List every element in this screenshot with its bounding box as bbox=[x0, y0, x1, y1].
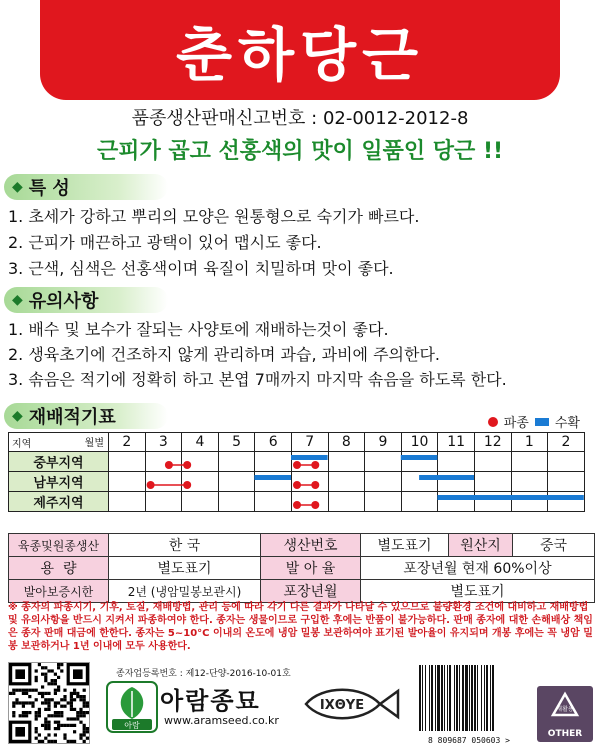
ichthys-text: IXΘYE bbox=[319, 698, 365, 713]
qr-code-icon bbox=[8, 662, 90, 744]
ichthys-fish-icon bbox=[302, 683, 402, 725]
schedule-cell bbox=[109, 452, 146, 472]
diamond-icon: ◆ bbox=[12, 179, 23, 195]
schedule-cell bbox=[401, 452, 438, 472]
month-header: 8 bbox=[328, 433, 365, 452]
region-cell: 남부지역 bbox=[9, 472, 109, 492]
region-cell: 중부지역 bbox=[9, 452, 109, 472]
schedule-cell bbox=[511, 492, 548, 512]
schedule-cell bbox=[511, 472, 548, 492]
schedule-cell bbox=[182, 492, 219, 512]
schedule-cell bbox=[291, 452, 328, 472]
info-label: 생산번호 bbox=[261, 534, 361, 557]
corner-region: 지역 bbox=[12, 439, 32, 450]
schedule-cell bbox=[145, 452, 182, 472]
diamond-icon: ◆ bbox=[12, 408, 23, 424]
brand-name: 아람종묘 bbox=[160, 687, 261, 715]
barcode-icon bbox=[413, 661, 525, 745]
recycle-label: 재활용 bbox=[556, 706, 574, 713]
schedule-cell bbox=[474, 452, 511, 472]
info-label: 육종및원종생산 bbox=[9, 534, 109, 557]
schedule-header bbox=[4, 403, 168, 429]
title-banner bbox=[40, 0, 560, 100]
schedule-cell bbox=[328, 452, 365, 472]
schedule-cell bbox=[291, 472, 328, 492]
slogan: 근피가 곱고 선홍색의 맛이 일품인 당근 !! bbox=[96, 139, 504, 164]
schedule-cell bbox=[218, 472, 255, 492]
schedule-label: 재배적기표 bbox=[28, 407, 116, 428]
feature-item: 3. 근색, 심색은 선홍색이며 육질이 치밀하며 맛이 좋다. bbox=[8, 259, 394, 278]
barcode-digits: 8 809687 050603 > bbox=[428, 736, 510, 745]
schedule-cell bbox=[511, 452, 548, 472]
month-header: 2 bbox=[548, 433, 585, 452]
schedule-cell bbox=[255, 492, 292, 512]
schedule-cell bbox=[474, 492, 511, 512]
schedule-cell bbox=[109, 492, 146, 512]
info-label: 발 아 율 bbox=[261, 557, 361, 580]
schedule-cell bbox=[145, 492, 182, 512]
schedule-cell bbox=[548, 492, 585, 512]
schedule-cell bbox=[255, 472, 292, 492]
info-value: 2년 (냉암밀봉보관시) bbox=[109, 580, 261, 603]
month-header: 10 bbox=[401, 433, 438, 452]
month-header: 2 bbox=[109, 433, 146, 452]
info-label: 포장년월 bbox=[261, 580, 361, 603]
month-header: 1 bbox=[511, 433, 548, 452]
schedule-cell bbox=[291, 492, 328, 512]
schedule-cell bbox=[438, 452, 475, 472]
region-cell: 제주지역 bbox=[9, 492, 109, 512]
info-value: 포장년월 현재 60%이상 bbox=[361, 557, 595, 580]
month-header: 3 bbox=[145, 433, 182, 452]
schedule-cell bbox=[218, 492, 255, 512]
notice-text: ※ 종자의 파종시기, 기후, 토질, 재배방법, 관리 등에 따라 각기 다른 결과가 나타날 수 있으므로 불량환경 조건에 대비하고 재배방법 및 유의사항을 반드시 지켜서 파종하여야 한다. 종자는 생물이므로 구입한 후에는 반품이 불가능하다. 판매 종자에 대한 손해배상 책임은 종자 판매 대금에 한한다. 종자는 5~10°C 이내의 온도에 냉암 밀봉 보관하여야 표기된 발아율이 유지되며 개봉 후에는 꼭 냉암 밀봉 보관하거나 1년 이내에 모두 사용한다. bbox=[8, 602, 593, 652]
info-label: 발아보증시한 bbox=[9, 580, 109, 603]
info-value: 별도표기 bbox=[109, 557, 261, 580]
schedule-cell bbox=[474, 472, 511, 492]
harvest-bar-icon bbox=[535, 418, 549, 426]
info-label: 용 량 bbox=[9, 557, 109, 580]
schedule-cell bbox=[145, 472, 182, 492]
month-header: 9 bbox=[365, 433, 402, 452]
logo-word: 아람 bbox=[124, 721, 140, 730]
schedule-cell bbox=[401, 492, 438, 512]
month-header: 12 bbox=[474, 433, 511, 452]
month-header: 11 bbox=[438, 433, 475, 452]
info-label: 원산지 bbox=[449, 534, 513, 557]
month-header: 6 bbox=[255, 433, 292, 452]
schedule-cell bbox=[438, 492, 475, 512]
recycle-mark bbox=[537, 686, 593, 742]
registration-number: 품종생산판매신고번호 : 02-0012-2012-8 bbox=[131, 108, 469, 129]
schedule-cell bbox=[438, 472, 475, 492]
diamond-icon: ◆ bbox=[12, 292, 23, 308]
features-header bbox=[4, 174, 168, 200]
schedule-cell bbox=[365, 452, 402, 472]
schedule-cell bbox=[109, 472, 146, 492]
info-value: 별도표기 bbox=[361, 534, 449, 557]
info-value: 한 국 bbox=[109, 534, 261, 557]
legend-sowing: 파종 bbox=[503, 416, 529, 431]
cautions-header bbox=[4, 287, 168, 313]
table-corner bbox=[9, 433, 109, 452]
schedule-cell bbox=[365, 472, 402, 492]
recycle-word: OTHER bbox=[547, 729, 583, 739]
seed-registration: 종자업등록번호 : 제12-단양-2016-10-01호 bbox=[116, 669, 291, 679]
schedule-table bbox=[8, 432, 585, 512]
sowing-dot-icon bbox=[488, 417, 498, 427]
schedule-cell bbox=[401, 472, 438, 492]
corner-month: 월별 bbox=[84, 438, 104, 449]
feature-item: 1. 초세가 강하고 뿌리의 모양은 원통형으로 숙기가 빠르다. bbox=[8, 207, 420, 226]
features-label: 특 성 bbox=[28, 178, 70, 199]
schedule-cell bbox=[548, 452, 585, 472]
website-url: www.aramseed.co.kr bbox=[164, 714, 279, 727]
product-title: 춘하당근 bbox=[175, 21, 425, 89]
feature-item: 2. 근피가 매끈하고 광택이 있어 맵시도 좋다. bbox=[8, 233, 322, 252]
caution-item: 3. 솎음은 적기에 정확히 하고 본엽 7매까지 마지막 솎음을 하도록 한다. bbox=[8, 370, 507, 389]
info-value: 별도표기 bbox=[361, 580, 595, 603]
schedule-cell bbox=[328, 492, 365, 512]
month-header: 4 bbox=[182, 433, 219, 452]
cautions-label: 유의사항 bbox=[28, 291, 99, 312]
month-header: 5 bbox=[218, 433, 255, 452]
schedule-cell bbox=[548, 472, 585, 492]
schedule-cell bbox=[365, 492, 402, 512]
caution-item: 1. 배수 및 보수가 잘되는 사양토에 재배하는것이 좋다. bbox=[8, 320, 389, 339]
schedule-cell bbox=[182, 472, 219, 492]
schedule-cell bbox=[218, 452, 255, 472]
schedule-legend bbox=[488, 412, 580, 431]
info-table bbox=[8, 533, 595, 603]
schedule-cell bbox=[255, 452, 292, 472]
info-value: 중국 bbox=[513, 534, 595, 557]
leaf-logo-icon bbox=[106, 681, 158, 733]
schedule-cell bbox=[328, 472, 365, 492]
recycle-icon bbox=[548, 691, 582, 725]
schedule-cell bbox=[182, 452, 219, 472]
legend-harvest: 수확 bbox=[554, 416, 580, 431]
month-header: 7 bbox=[291, 433, 328, 452]
caution-item: 2. 생육초기에 건조하지 않게 관리하며 과습, 과비에 주의한다. bbox=[8, 345, 440, 364]
